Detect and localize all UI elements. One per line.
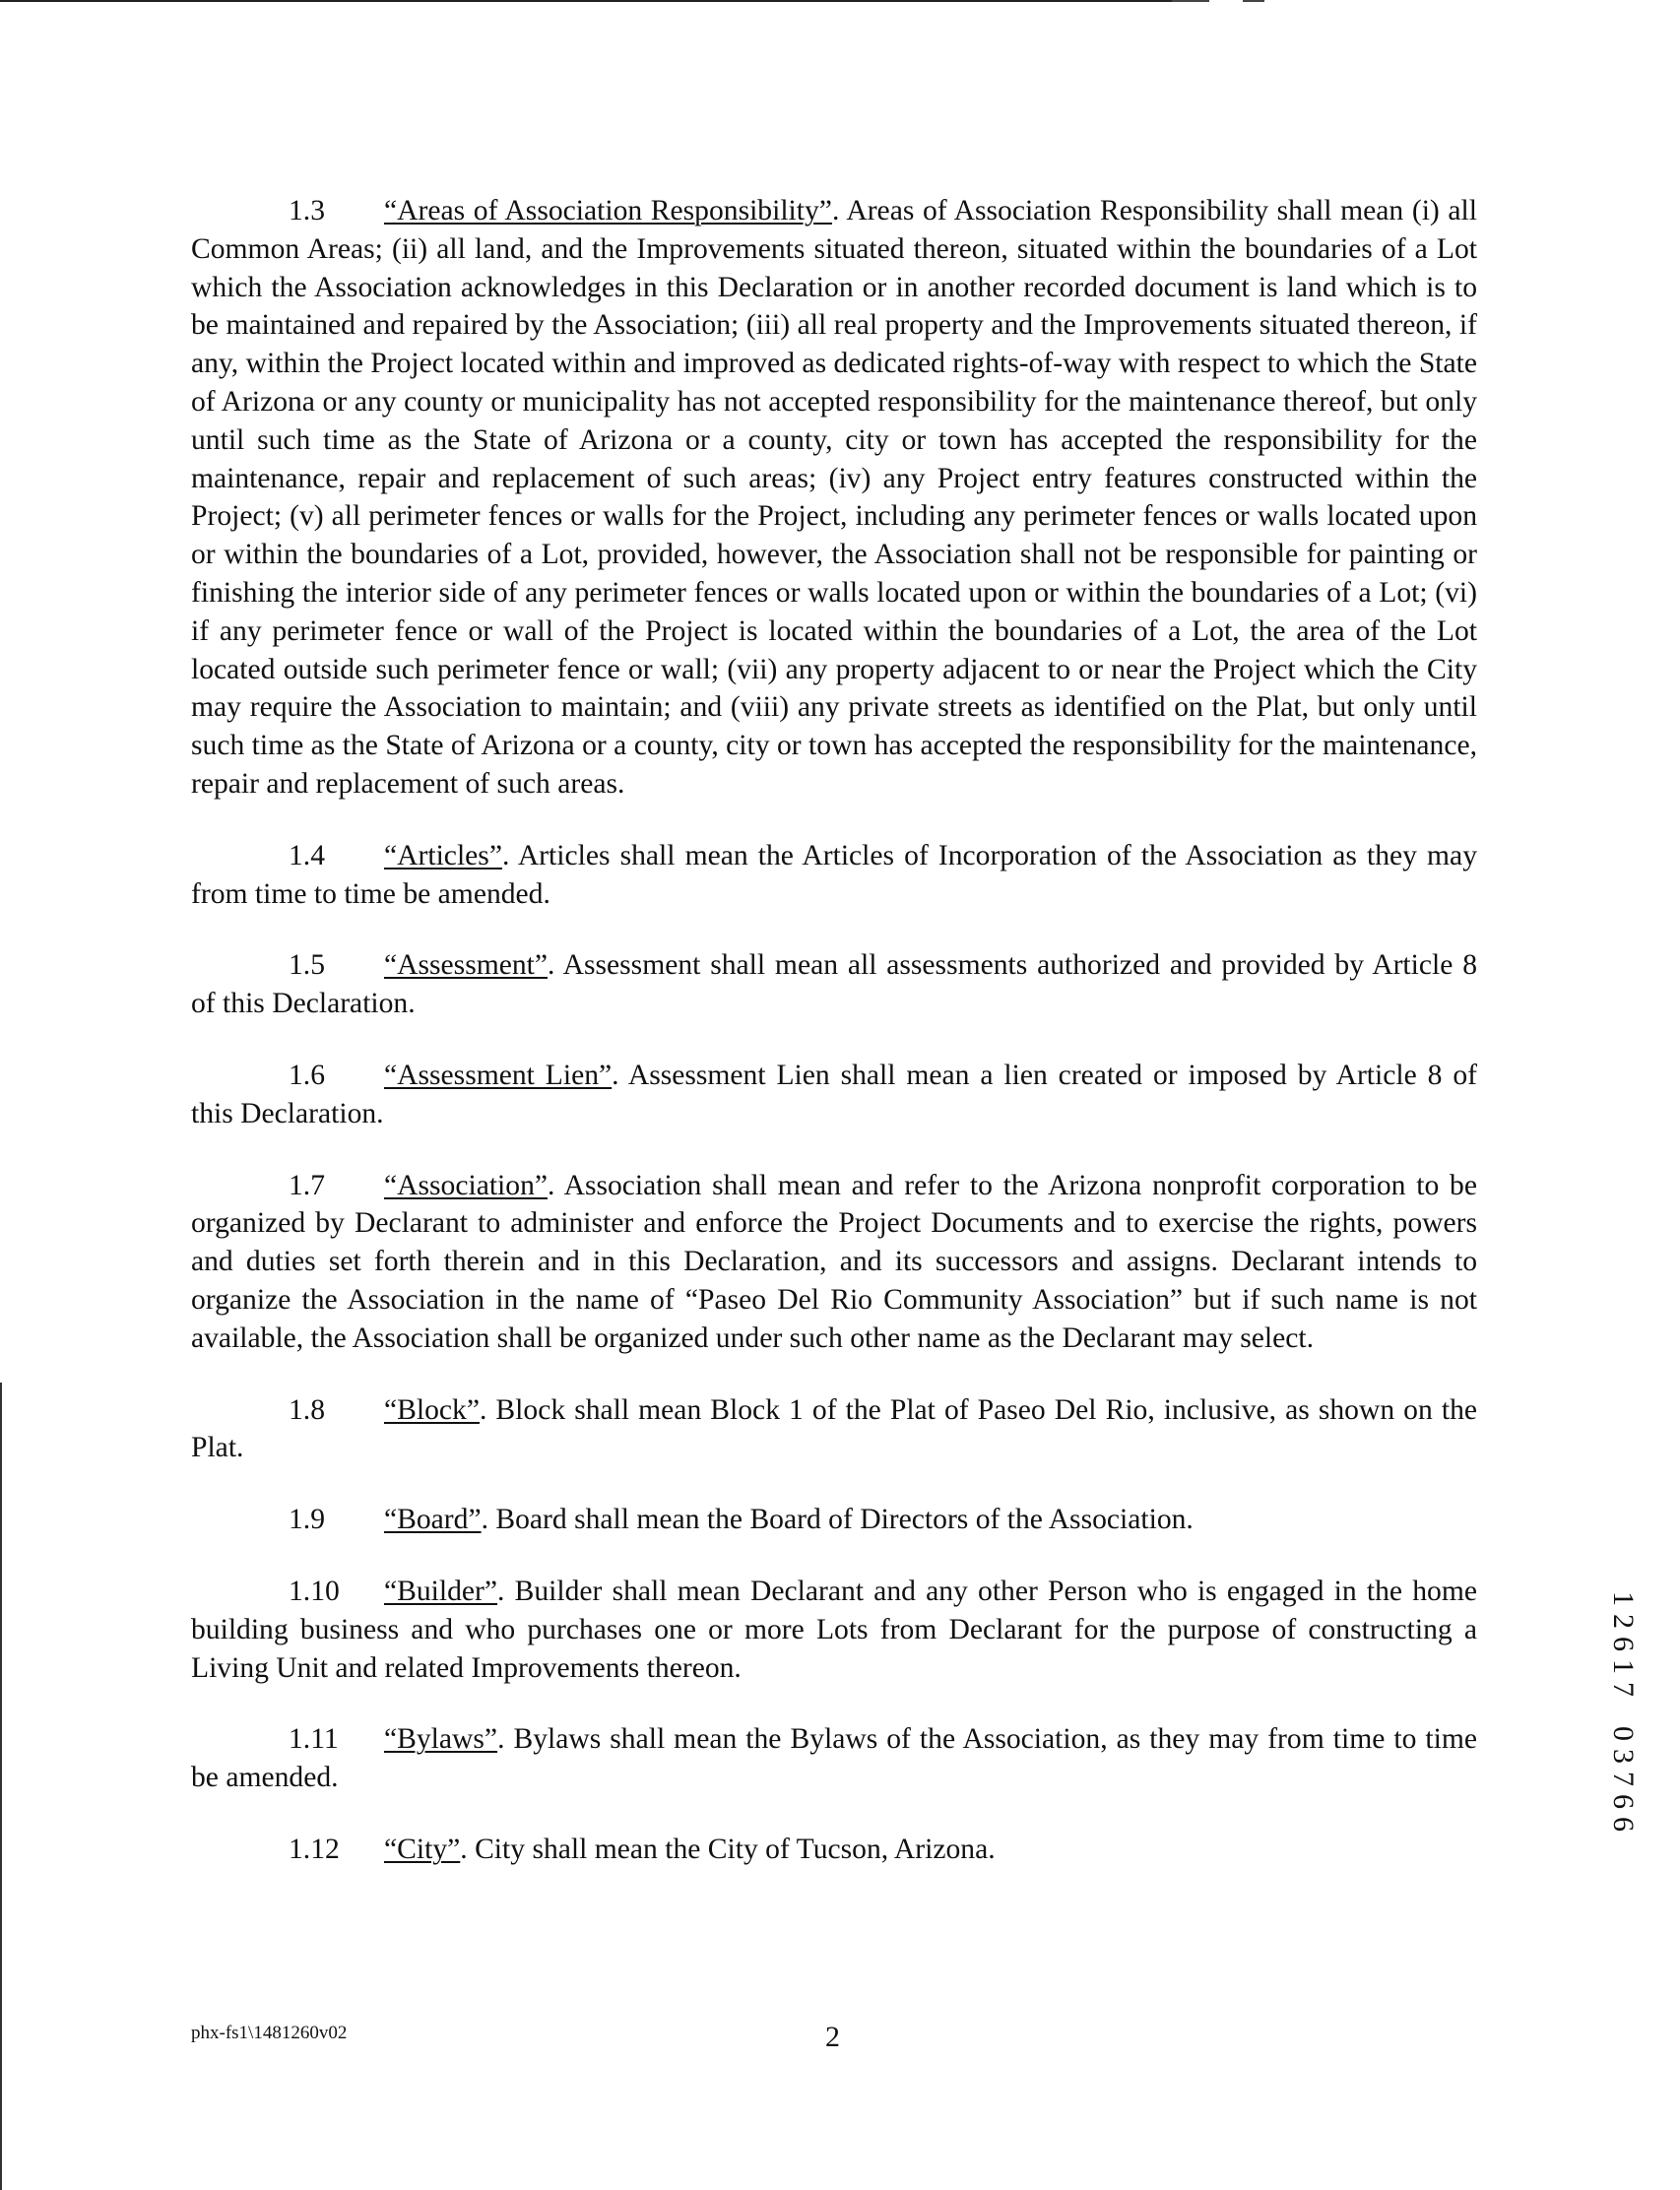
section-text: . Board shall mean the Board of Directors of the Association. [481,1504,1194,1536]
section-number: 1.3 [289,195,325,226]
stamp-digit: 3 [1607,1749,1640,1764]
section-number: 1.8 [289,1393,325,1426]
recording-stamp [1607,1587,1640,1836]
stamp-digit: 7 [1607,1771,1640,1786]
defined-term: “Areas of Association Responsibility” [384,195,832,226]
defined-term: “Assessment” [384,949,549,982]
section-number: 1.4 [289,839,325,871]
stamp-digit: 1 [1607,1591,1640,1606]
section-text: . City shall mean the City of Tucson, Arizona. [460,1833,996,1865]
section-text: . Assessment Lien shall mean a lien created or imposed by Article 8 of this Declaration. [191,1059,1477,1129]
section-1-6 [191,1057,1477,1133]
defined-term: “Builder” [384,1575,498,1607]
stamp-book-number [1607,1587,1640,1701]
stamp-digit: 6 [1607,1794,1640,1809]
defined-term: “Bylaws” [384,1723,498,1756]
section-number: 1.9 [289,1504,325,1536]
stamp-digit: 7 [1607,1682,1640,1697]
section-1-11 [191,1720,1477,1797]
document-id: phx-fs1\1481260v02 [191,2023,348,2043]
section-1-7 [191,1167,1477,1358]
section-number: 1.7 [289,1169,325,1201]
defined-term: “Block” [384,1393,480,1426]
scan-edge-top [0,0,1172,2]
section-text: . Articles shall mean the Articles of Incorporation of the Association as they may from time to time be amended. [191,839,1477,910]
stamp-digit: 6 [1607,1817,1640,1832]
stamp-page-number [1607,1722,1640,1836]
section-text: . Bylaws shall mean the Bylaws of the Association, as they may from time to time be amended. [191,1723,1477,1794]
stamp-digit: 6 [1607,1637,1640,1651]
section-text: . Builder shall mean Declarant and any other Person who is engaged in the home building business and who purchases one or more Lots from Declarant for the purpose of constructing a Living Unit and related Improvements thereon. [191,1575,1477,1684]
section-1-4 [191,837,1477,914]
section-1-8 [191,1391,1477,1468]
section-text: . Block shall mean Block 1 of the Plat of Paseo Del Rio, inclusive, as shown on the Plat. [191,1393,1477,1464]
defined-term: “City” [384,1833,461,1865]
page-number: 2 [825,2021,840,2053]
scan-edge-top-dash [1243,0,1264,2]
stamp-digit: 2 [1607,1614,1640,1629]
stamp-digit: 0 [1607,1726,1640,1741]
defined-term: “Association” [384,1169,549,1201]
defined-term: “Assessment Lien” [384,1059,613,1091]
defined-term: “Articles” [384,839,502,871]
defined-term: “Board” [384,1504,482,1536]
section-1-5 [191,946,1477,1023]
section-text: . Assessment shall mean all assessments authorized and provided by Article 8 of this Declaration. [191,949,1477,1020]
section-text: . Association shall mean and refer to the Arizona nonprofit corporation to be organized by Declarant to administer and enforce the Project Documents and to exercise the rights, powers and duties set forth therein and in this Declaration, and its successors and assigns. Declarant intends to organize the Association in the name of “Paseo Del Rio Community Association” but if such name is not available, the Association shall be organized under such other name as the Declarant may select. [191,1169,1477,1354]
section-text: . Areas of Association Responsibility shall mean (i) all Common Areas; (ii) all land, and the Improvements situated thereon, situated within the boundaries of a Lot which the Association acknowledges in this Declaration or in another recorded document is land which is to be maintained and repaired by the Association; (iii) all real property and the Improvements situated thereon, if any, within the Project located within and improved as dedicated rights-of-way with respect to which the State of Arizona or any county or municipality has not accepted responsibility for the maintenance thereof, but only until such time as the State of Arizona or a county, city or town has accepted the responsibility for the maintenance, repair and replacement of such areas; (iv) any Project entry features constructed within the Project; (v) all perimeter fences or walls for the Project, including any perimeter fences or walls located upon or within the boundaries of a Lot, provided, however, the Association shall not be responsible for painting or finishing the interior side of any perimeter fences or walls located upon or within the boundaries of a Lot; (vi) if any perimeter fence or wall of the Project is located within the boundaries of a Lot, the area of the Lot located outside such perimeter fence or wall; (vii) any property adjacent to or near the Project which the City may require the Association to maintain; and (viii) any private streets as identified on the Plat, but only until such time as the State of Arizona or a county, city or town has accepted the responsibility for the maintenance, repair and replacement of such areas. [191,195,1477,800]
section-number: 1.10 [289,1575,340,1607]
document-body [191,192,1477,1902]
section-1-3 [191,192,1477,804]
section-1-9 [191,1501,1477,1539]
section-number: 1.5 [289,949,325,982]
section-number: 1.6 [289,1059,325,1091]
scan-edge-left [0,1383,2,2190]
section-1-12 [191,1831,1477,1869]
section-1-10 [191,1573,1477,1687]
section-number: 1.11 [289,1723,339,1756]
stamp-digit: 1 [1607,1659,1640,1674]
scan-edge-top-dash [1172,0,1209,2]
section-number: 1.12 [289,1833,340,1865]
